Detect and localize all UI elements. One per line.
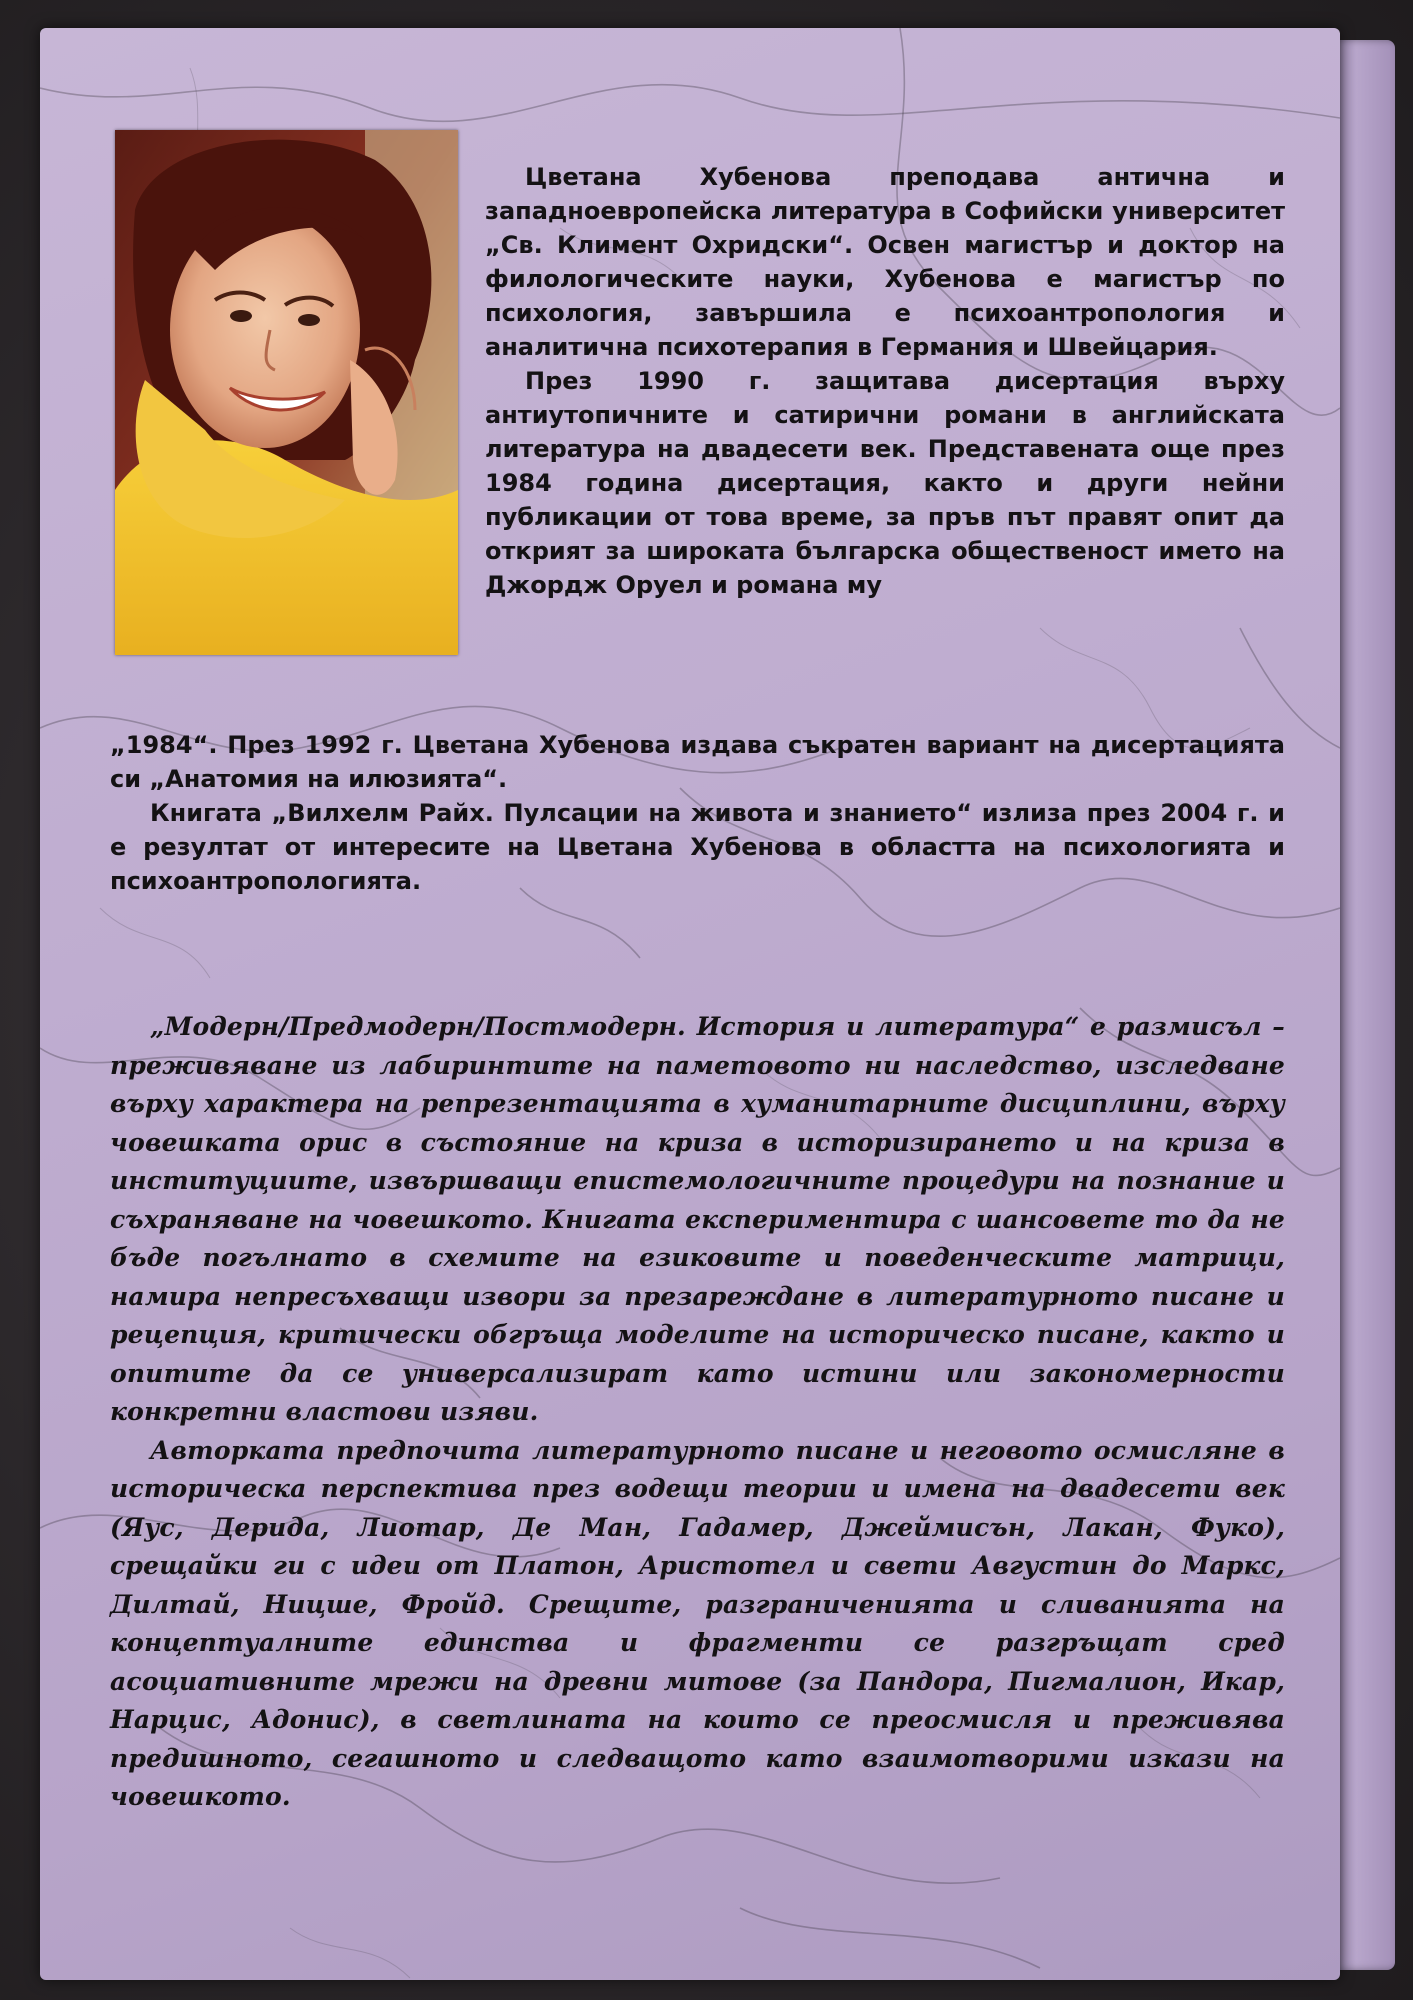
bio-paragraph-1: Цветана Хубенова преподава антична и западноевропейска литература в Софийски университет „Св. Климент Охридски“. Освен магистър и доктор на филологическите науки, Хубенова е магистър по психология, завършила е психоантропология и аналитична психотерапия в Германия и Швейцария. [485, 163, 1285, 361]
book-spine [1335, 40, 1395, 1970]
description-paragraph-1: „Модерн/Предмодерн/Постмодерн. История и литература“ е размисъл – преживяване из лабиринтите на паметовото ни наследство, изследване върху характера на репрезентацията в хуманитарните дисциплини, върху човешката орис в състояние на криза в историзирането и на криза в институциите, извършващи епистемологичните процедури на познание и съхраняване на човешкото. Книгата експериментира с шансовете то да не бъде погълнато в схемите на езиковите и поведенческите матрици, намира непресъхващи извори за презареждане в литературното писане и рецепция, критически обгръща моделите на историческо писане, както и опитите да се универсализират като истини или закономерности конкретни властови изяви. [110, 1012, 1285, 1426]
book-back-cover [40, 28, 1340, 1980]
author-bio-top [485, 160, 1285, 602]
bio-paragraph-3: Книгата „Вилхелм Райх. Пулсации на живота и знанието“ излиза през 2004 г. и е резултат от интересите на Цветана Хубенова в областта на психологията и психоантропологията. [110, 799, 1285, 895]
description-paragraph-2: Авторката предпочита литературното писане и неговото осмисляне в историческа перспектива през водещи теории и имена на двадесети век (Яус, Дерида, Лиотар, Де Ман, Гадамер, Джеймисън, Лакан, Фуко), срещайки ги с идеи от Платон, Аристотел и свети Августин до Маркс, Дилтай, Ницше, Фройд. Срещите, разграниченията и сливанията на концептуалните единства и фрагменти се разгръщат сред асоциативните мрежи на древни митове (за Пандора, Пигмалион, Икар, Нарцис, Адонис), в светлината на които се преосмисля и преживява предишното, сегашното и следващото като взаимотворими изкази на човешкото. [110, 1435, 1285, 1811]
bio-paragraph-2b: „1984“. През 1992 г. Цветана Хубенова издава съкратен вариант на дисертацията си „Анатомия на илюзията“. [110, 731, 1285, 793]
bio-paragraph-2a: През 1990 г. защитава дисертация върху антиутопичните и сатирични романи в английската литература на двадесети век. Представената още през 1984 година дисертация, както и други нейни публикации от това време, за пръв път правят опит да открият за широката българска общественост името на Джордж Оруел и романа му [485, 367, 1285, 599]
author-portrait [115, 130, 458, 655]
book-description [110, 1008, 1285, 1817]
author-bio-bottom [110, 728, 1285, 898]
author-portrait-photo-icon [115, 130, 458, 655]
